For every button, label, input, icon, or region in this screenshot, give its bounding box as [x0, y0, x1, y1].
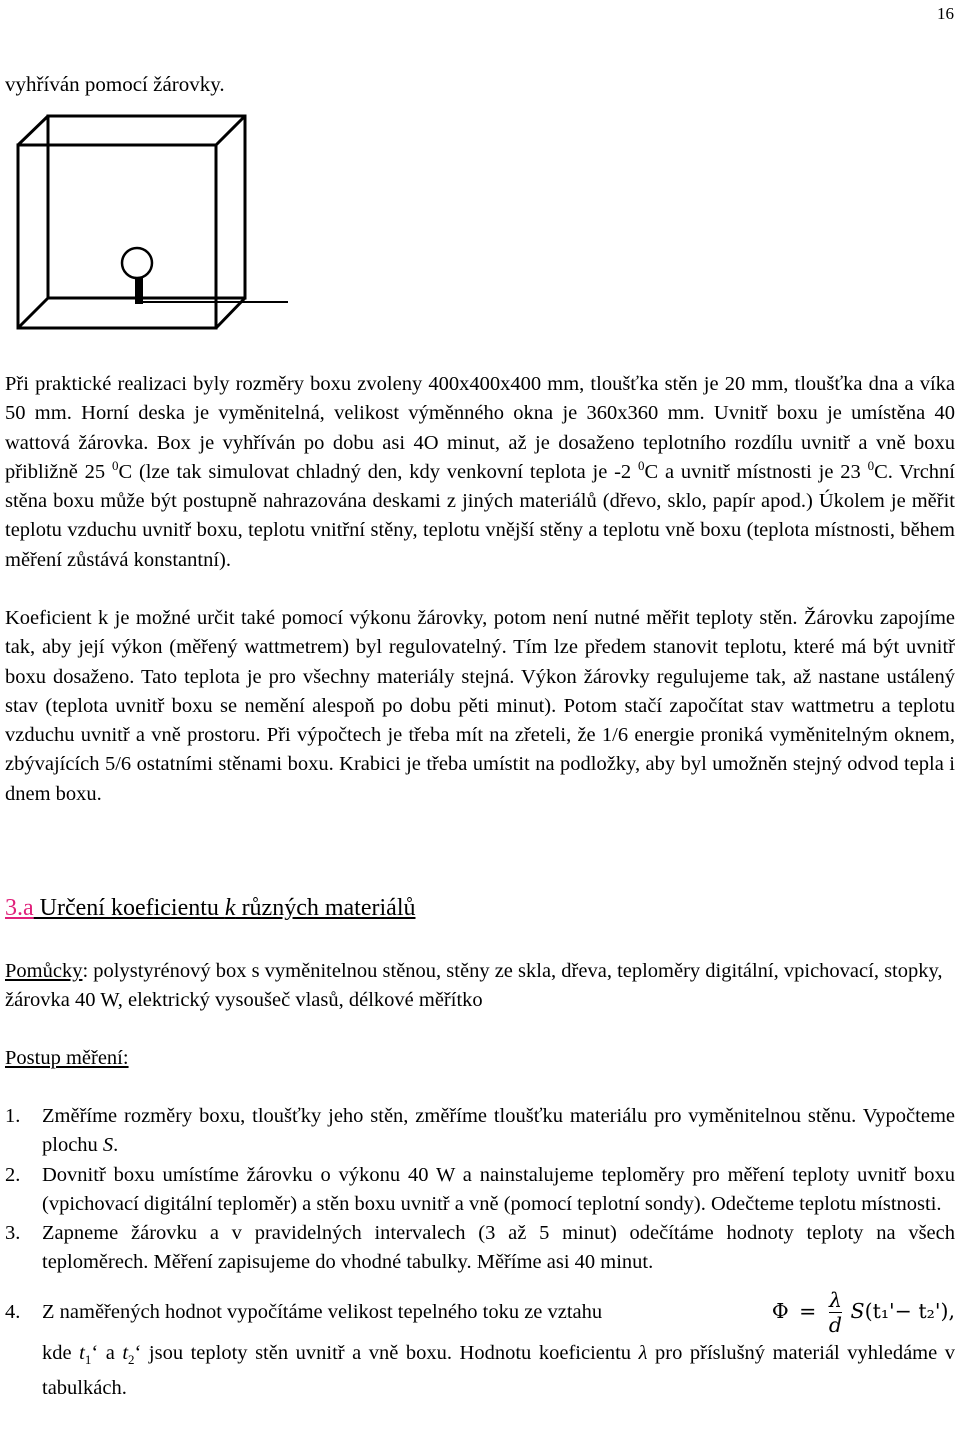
paragraph-realization: [5, 370, 955, 575]
intro-line: vyhříván pomocí žárovky.: [5, 72, 225, 96]
paragraph1-text-d: C. Vrchní stěna boxu může být postupně nahrazována deskami z jiných materiálů (dřevo, sklo, papír apod.) Úkolem je měřit teplotu vzduchu uvnitř boxu, teplotu vnitřní stěny, teplotu vnější stěny a teplotu vně boxu (teplota místnosti, během měření zůstává konstantní).: [5, 460, 955, 571]
equipment-paragraph: [5, 957, 955, 1016]
procedure-label: Postup měření:: [5, 1047, 129, 1069]
page-number: 16: [937, 4, 954, 23]
list-item: 3. Zapneme žárovku a v pravidelných intervalech (3 až 5 minut) odečítáme hodnoty teploty na všech teploměrech. Měření zapisujeme do vhodné tabulky. Měříme asi 40 minut.: [5, 1222, 955, 1274]
list-item: 4. Z naměřených hodnot vypočítáme velikost tepelného toku ze vztahu Φ = $\frac{\lambda}{d}$ S(t₁'− t₂'), kde $t_1‘$ a $t_2‘$ jsou teploty stěn uvnitř a vně boxu. Hodnotu koeficientu λ pro příslušný materiál vyhledáme v tabulkách.: [5, 1287, 955, 1400]
heat-flow-formula: Φ = $\frac{\lambda}{d}$ S(t₁'− t₂'),: [771, 1287, 955, 1337]
lambda-symbol: λ: [638, 1341, 648, 1364]
list-item: 1. Změříme rozměry boxu, tloušťky jeho stěn, změříme tloušťku materiálu pro vyměnitelnou stěnu. Vypočteme plochu S.: [5, 1105, 955, 1157]
paragraph1-text-a: Při praktické realizaci byly rozměry boxu zvoleny 400x400x400 mm, tloušťka stěn je 20 mm, tloušťka dna a víka 50 mm. Horní deska je vyměnitelná, velikost výměnného okna je 360x360 mm. Uvnitř boxu je umístěna 40 wattová žárovka. Box je vyhříván po dobu asi 4O minut, až je dosaženo teplotního rozdílu uvnitř a vně boxu přibližně 25: [5, 373, 955, 483]
box-figure: [0, 110, 300, 355]
bulb-in-box-icon: [0, 110, 300, 350]
list-item: 2. Dovnitř boxu umístíme žárovku o výkonu 40 W a nainstalujeme teploměry pro měření teploty uvnitř boxu (vpichovací digitální teploměr) a stěn boxu uvnitř a vně (pomocí teplotní sondy). Odečteme teplotu místnosti.: [5, 1163, 955, 1215]
superscript-degree: 0: [111, 458, 119, 474]
procedure-steps: [5, 1102, 955, 1403]
section-title: Určení koeficientu k různých materiálů: [33, 895, 416, 921]
section-heading: [5, 895, 415, 922]
paragraph1-text-c: C a uvnitř místnosti je 23: [644, 460, 868, 483]
superscript-degree: 0: [867, 458, 875, 474]
equipment-text: : polystyrénový box s vyměnitelnou stěnou, stěny ze skla, dřeva, teploměry digitální, vpichovací, stopky, žárovka 40 W, elektrický vysoušeč vlasů, délkové měřítko: [5, 960, 943, 1012]
section-number-link[interactable]: 3.a: [5, 895, 34, 921]
equipment-label: Pomůcky: [5, 960, 83, 982]
superscript-degree: 0: [637, 458, 645, 474]
paragraph-coefficient: Koeficient k je možné určit také pomocí výkonu žárovky, potom není nutné měřit teploty stěn. Žárovku zapojíme tak, aby její výkon (měřený wattmetrem) byl regulovatelný. Tím lze předem stanovit teplotu, které má být uvnitř boxu dosaženo. Tato teplota je pro všechny materiály stejná. Výkon žárovky regulujeme tak, až nastane ustálený stav (teplota uvnitř boxu se nemění alespoň po dobu pěti minut). Potom stačí započítat stav wattmetru a teplotu vzduchu uvnitř a vně prostoru. Při výpočtech je třeba mít na zřeteli, že 1/6 energie proniká vyměnitelným oknem, zbývajících 5/6 ostatními stěnami boxu. Krabici je třeba umístit na podložky, aby byl umožněn stejný odvod tepla i dnem boxu.: [5, 607, 955, 805]
paragraph1-text-b: C (lze tak simulovat chladný den, kdy venkovní teplota je -2: [118, 460, 638, 483]
